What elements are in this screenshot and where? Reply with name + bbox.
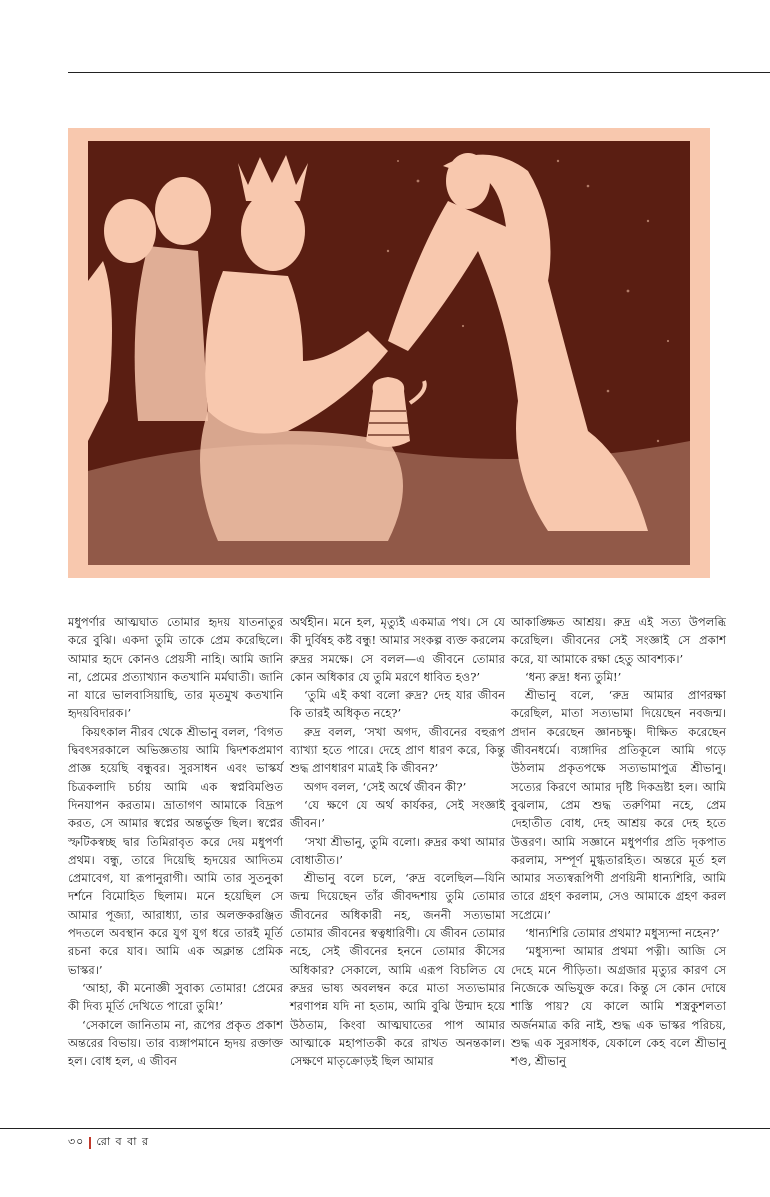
paragraph: ‘মধুস্যন্দা আমার প্রথমা পত্নী। আজি সে দেহে মনে পীড়িতা। অগ্রজার মৃত্যুর কারণ সে নিজেকে অভিযুক্ত করে। কিন্তু সে কোন দোষে শাস্তি পায়? যে কালে আমি শস্ত্রকুশলতা অর্জনমাত্র করি নাই, শুদ্ধ এক ভাস্কর পরিচয়, শুদ্ধ এক সুরসাধক, যেকালে কেহ বলে শ্রীভানু শণ্ড, শ্রীভানু: [511, 944, 726, 1069]
paragraph: আকাঙ্ক্ষিত আশ্রয়। রুদ্র এই সত্য উপলব্ধি করেছিল। জীবনের সেই সংজ্ঞাই সে প্রকাশ করে, যা আমাকে রক্ষা হেতু আবশ্যক।’: [511, 615, 726, 666]
paragraph: ‘ধন্য রুদ্র! ধন্য তুমি!’: [525, 669, 622, 684]
magazine-name: রো ব বা র: [96, 1135, 149, 1148]
paragraph: ‘সেকালে জানিতাম না, রূপের প্রকৃত প্রকাশ অন্তরের বিভায়। তার ব্যঙ্গাপমানে হৃদয় রক্তাক্ত হল। বোধ হল, এ জীবন: [68, 1017, 283, 1069]
text-column-1: [68, 613, 283, 1070]
paragraph: মধুপর্ণার আত্মঘাত তোমার হৃদয় যাতনাতুর করে বুঝি। একদা তুমি তাকে প্রেম করেছিলে। আমার হৃদে কোনও প্রেয়সী নাহি। আমি জানি না, প্রেমের প্রত্যাখ্যান কতখানি মর্মঘাতী। জানি না যারে ভালবাসিয়াছি, তার মৃতমুখ কতখানি হৃদয়বিদারক।’: [68, 615, 283, 721]
paragraph: ‘যে ক্ষণে যে অর্থ কার্যকর, সেই সংজ্ঞাই জীবন।’: [290, 797, 505, 831]
paragraph: শ্রীভানু বলে চলে, ‘রুদ্র বলেছিল—যিনি জন্ম দিয়েছেন তাঁর জীবদ্দশায় তুমি তোমার জীবনের অধিকারী নহ, জননী সত্যভামা তোমার জীবনের স্বত্বধারিণী। যে জীবন তোমার নহে, সেই জীবনের হননে তোমার কীসের অধিকার? সেকালে, আমি এরূপ বিচলিত যে রুদ্রর ভাষ্য অবলম্বন করে মাতা সত্যভামার শরণাপন্ন যদি না হতাম, আমি বুঝি উন্মাদ হয়ে উঠতাম, কিংবা আত্মঘাতের পাপ আমার আত্মাকে মহাপাতকী করে রাখত অনন্তকাল। সেক্ষণে মাতৃক্রোড়ই ছিল আমার: [290, 871, 505, 1069]
paragraph: শ্রীভানু বলে, ‘রুদ্র আমার প্রাণরক্ষা করেছিল, মাতা সত্যভামা দিয়েছেন নবজন্ম। প্রদান করেছেন জ্ঞানচক্ষু। দীক্ষিত করেছেন জীবনধর্মে। ব্যঙ্গাদির প্রতিকূলে আমি গড়ে উঠলাম প্রকৃতপক্ষে সত্যভামাপুত্র শ্রীভানু। সত্যের কিরণে আমার দৃষ্টি দিকভ্রষ্টা হল। আমি বুঝলাম, প্রেম শুদ্ধ তরুণিমা নহে, প্রেম দেহাতীত বোধ, দেহ আশ্রয় করে দেহ হতে উত্তরণ। আমি সজ্ঞানে মধুপর্ণার প্রতি দৃকপাত করলাম, সম্পূর্ণ মুগ্ধতারহিত। অন্তরে মূর্ত হল আমার সত্যস্বরূপিণী প্রণয়িনী ধান্যশিরি, আমি তারে গ্রহণ করলাম, সেও আমাকে গ্রহণ করল সপ্রেমে।’: [511, 688, 726, 922]
woodcut-illustration: [88, 141, 690, 565]
separator-bar: [89, 1137, 91, 1149]
text-column-2: [290, 613, 505, 1070]
page-number: ৩০: [68, 1135, 85, 1148]
story-illustration: [68, 128, 710, 578]
paragraph: কিয়ৎকাল নীরব থেকে শ্রীভানু বলল, ‘বিগত দ্বিবৎসরকালে অভিজ্ঞতায় আমি দ্বিদশকপ্রমাণ প্রাজ্ঞ হয়েছি বন্ধুবর। সুরসাধন এবং ভাস্কর্য চিত্রকলাদি চর্চায় আমি এক স্বপ্নবিমণ্ডিত দিনযাপন করতাম। ভ্রাতাগণ আমাকে বিদ্রূপ করত, সে আমার স্বপ্নের অন্তর্ভুক্ত ছিল। স্বপ্নের স্ফটিকস্বচ্ছ দ্বার তিমিরাবৃত করে দেয় মধুপর্ণা প্রথম। বন্ধু, তারে দিয়েছি হৃদয়ের আদিতম প্রেমাবেগ, যা রূপানুরাগী। আমি তার সুতনুকা দর্শনে বিমোহিত ছিলাম। মনে হয়েছিল সে আমার পূজ্যা, আরাধ্যা, তার অলক্তকরঞ্জিত পদতলে অবস্থান করে যুগ যুগ ধরে তারই মূর্তি রচনা করে যাব। আমি এক অক্লান্ত প্রেমিক ভাস্কর।’: [68, 724, 283, 977]
paragraph: ‘তুমি এই কথা বলো রুদ্র? দেহ যার জীবন কি তারই অধিকৃত নহে?’: [290, 688, 505, 721]
bottom-rule: [0, 1128, 770, 1129]
text-column-3: [511, 613, 726, 1070]
paragraph: ‘আহা, কী মনোজ্ঞী সুবাক্য তোমার! প্রেমের কী দিব্য মূর্তি দেখিতে পারো তুমি!’: [68, 980, 283, 1014]
page-footer: [68, 1133, 149, 1152]
top-rule: [68, 72, 770, 73]
paragraph: রুদ্র বলল, ‘সখা অগদ, জীবনের বহুরূপ ব্যাখ্যা হতে পারে। দেহে প্রাণ ধারণ করে, কিন্তু শুদ্ধ প্রাণধারণ মাত্রই কি জীবন?’: [290, 724, 505, 776]
paragraph: ‘ধান্যশিরি তোমার প্রথমা? মধুস্যন্দা নহেন?’: [525, 926, 720, 941]
paragraph: অর্থহীন। মনে হল, মৃত্যুই একমাত্র পথ। সে যে কী দুর্বিষহ কষ্ট বন্ধু! আমার সংকল্প ব্যক্ত করলেম রুদ্রর সমক্ষে। সে বলল—এ জীবনে তোমার কোন অধিকার যে তুমি মরণে ধাবিত হও?’: [290, 615, 505, 684]
paragraph: ‘সখা শ্রীভানু, তুমি বলো। রুদ্রর কথা আমার বোধাতীত।’: [290, 834, 505, 867]
paragraph: অগদ বলল, ‘সেই অর্থে জীবন কী?’: [304, 779, 467, 794]
